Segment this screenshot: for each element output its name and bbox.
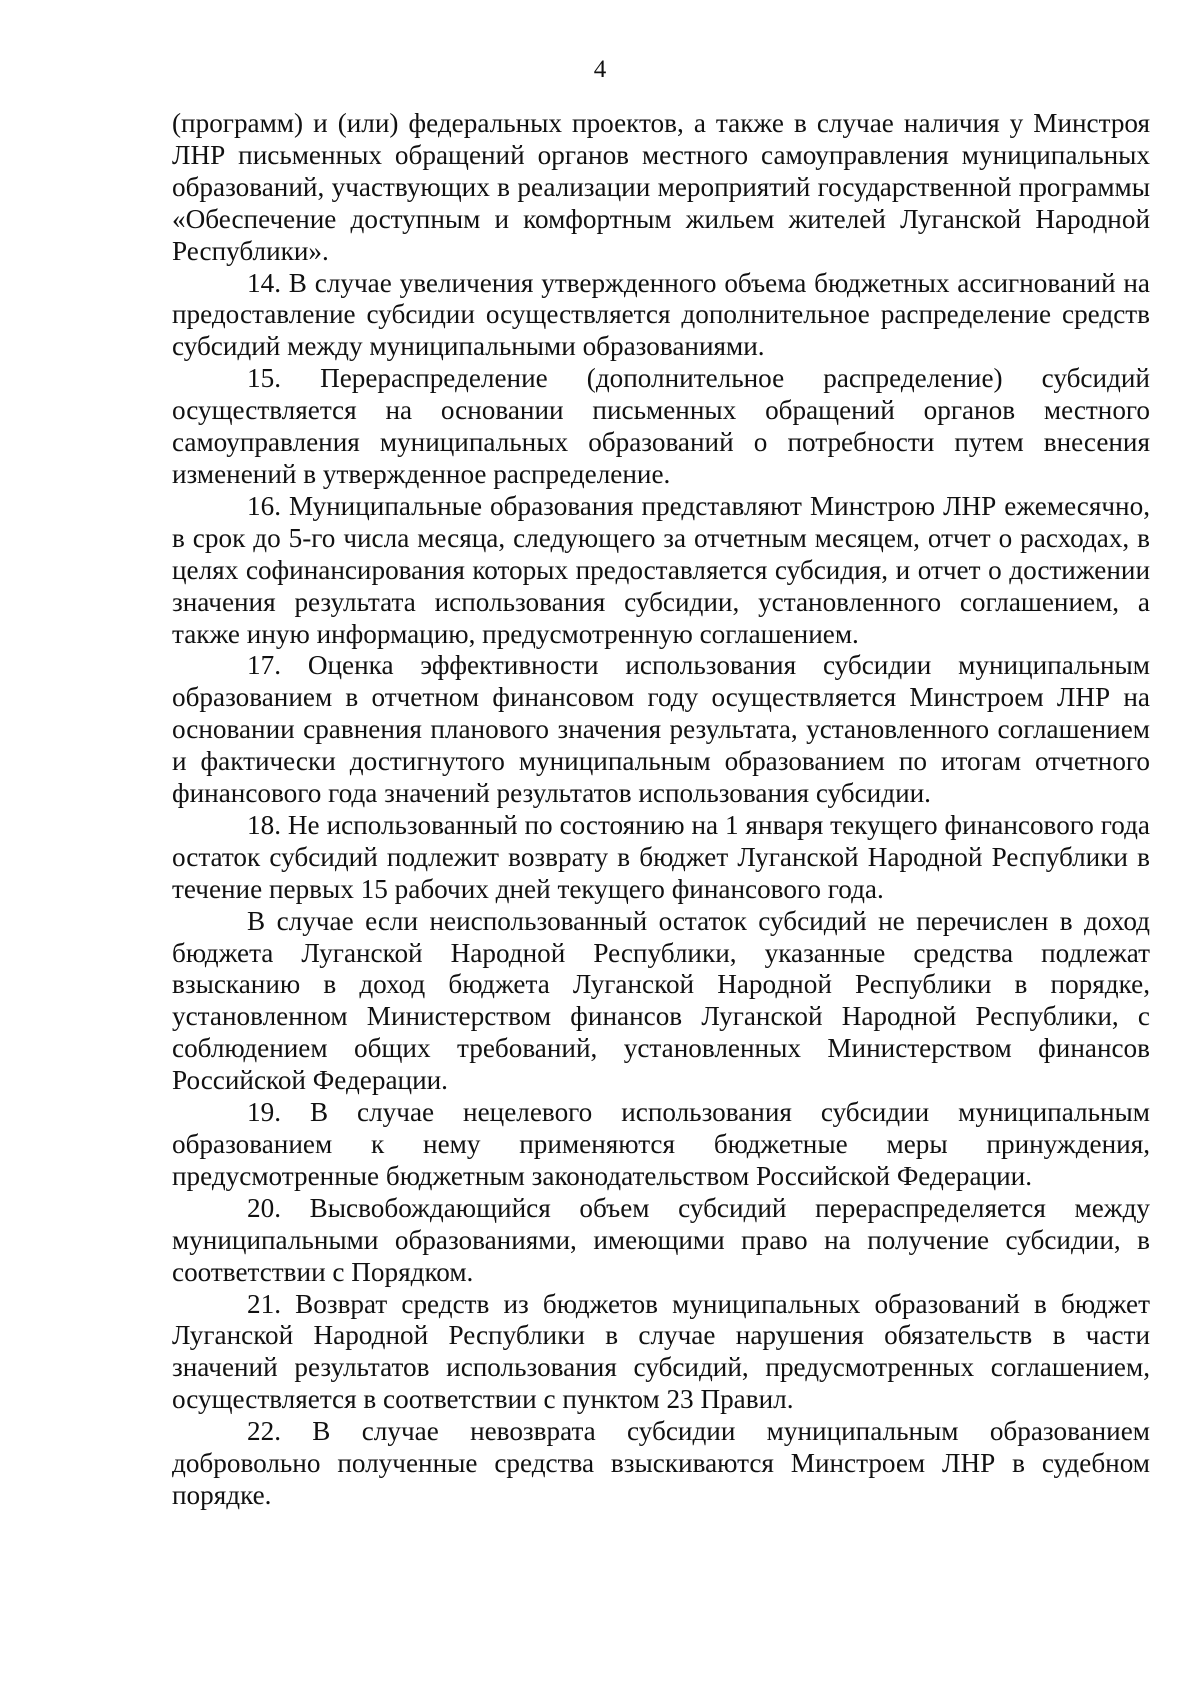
paragraph-18-continued: В случае если неиспользованный остаток субсидий не перечислен в доход бюджета Луганской Народной Республики, указанные средства подлежат взысканию в доход бюджета Луганской Народной Республики в порядке, установленном Министерством финансов Луганской Народной Республики, с соблюдением общих требований, установленных Министерством финансов Российской Федерации. — [172, 905, 1150, 1096]
page-number: 4 — [593, 56, 607, 83]
paragraph-15: 15. Перераспределение (дополнительное распределение) субсидий осуществляется на основании письменных обращений органов местного самоуправления муниципальных образований о потребности путем внесения изменений в утвержденное распределение. — [172, 363, 1150, 489]
paragraph-continuation: (программ) и (или) федеральных проектов, а также в случае наличия у Минстроя ЛНР письменных обращений органов местного самоуправления муниципальных образований, участвующих в реализации мероприятий государственной программы «Обеспечение доступным и комфортным жильем жителей Луганской Народной Республики». — [172, 108, 1150, 266]
paragraph-21: 21. Возврат средств из бюджетов муниципальных образований в бюджет Луганской Народной Республики в случае нарушения обязательств в части значений результатов использования субсидий, предусмотренных соглашением, осуществляется в соответствии с пунктом 23 Правил. — [172, 1288, 1150, 1415]
paragraph-17: 17. Оценка эффективности использования субсидии муниципальным образованием в отчетном финансовом году осуществляется Минстроем ЛНР на основании сравнения планового значения результата, установленного соглашением и фактически достигнутого муниципальным образованием по итогам отчетного финансового года значений результатов использования субсидии. — [172, 650, 1150, 809]
document-body — [172, 108, 1150, 1512]
paragraph-14: 14. В случае увеличения утвержденного объема бюджетных ассигнований на предоставление субсидии осуществляется дополнительное распределение средств субсидий между муниципальными образованиями. — [172, 267, 1150, 362]
paragraph-20: 20. Высвобождающийся объем субсидий перераспределяется между муниципальными образованиями, имеющими право на получение субсидии, в соответствии с Порядком. — [172, 1192, 1150, 1287]
paragraph-22: 22. В случае невозврата субсидии муниципальным образованием добровольно полученные средства взыскиваются Минстроем ЛНР в судебном порядке. — [172, 1416, 1150, 1510]
paragraph-16: 16. Муниципальные образования представляют Минстрою ЛНР ежемесячно, в срок до 5-го числа месяца, следующего за отчетным месяцем, отчет о расходах, в целях софинансирования которых предоставляется субсидия, и отчет о достижении значения результата использования субсидии, установленного соглашением, а также иную информацию, предусмотренную соглашением. — [172, 490, 1150, 649]
paragraph-19: 19. В случае нецелевого использования субсидии муниципальным образованием к нему применяются бюджетные меры принуждения, предусмотренные бюджетным законодательством Российской Федерации. — [172, 1097, 1150, 1191]
paragraph-18: 18. Не использованный по состоянию на 1 января текущего финансового года остаток субсидий подлежит возврату в бюджет Луганской Народной Республики в течение первых 15 рабочих дней текущего финансового года. — [172, 809, 1150, 904]
